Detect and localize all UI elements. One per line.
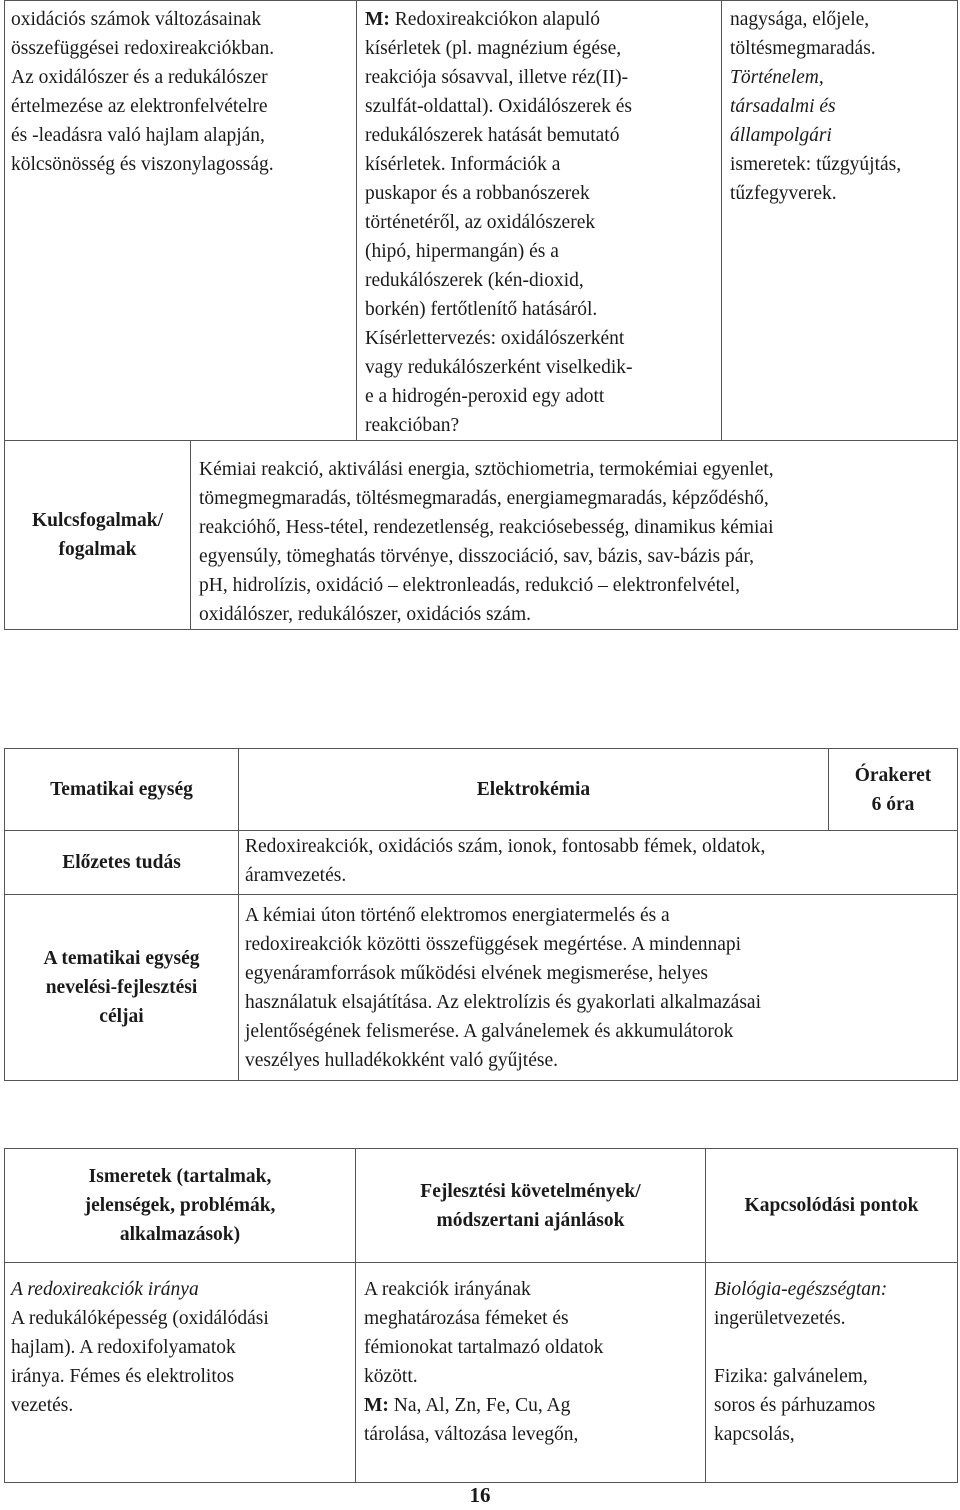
header-knowledge: Ismeretek (tartalmak, jelenségek, problémák, alkalmazások)	[84, 1166, 276, 1245]
spacer	[714, 1333, 951, 1362]
unit-header-table	[4, 748, 958, 1081]
requirements-cell	[356, 1263, 706, 1483]
hours-cell	[829, 749, 958, 831]
biology-topic: ingerületvezetés.	[714, 1308, 846, 1329]
experiments-body: Na, Al, Zn, Fe, Cu, Ag tárolása, változása levegőn,	[364, 1395, 579, 1445]
prior-knowledge-label: Előzetes tudás	[62, 852, 181, 873]
goals-cell	[239, 895, 958, 1081]
key-concepts-label: Kulcsfogalmak/ fogalmak	[31, 510, 164, 560]
header-requirements-cell	[356, 1149, 706, 1263]
content-table	[4, 1148, 958, 1483]
physics-text: Fizika: galvánelem, soros és párhuzamos kapcsolás,	[714, 1366, 876, 1445]
prior-knowledge-label-cell	[5, 831, 239, 895]
connections-text-a: nagysága, előjele, töltésmegmaradás.	[730, 9, 876, 59]
m-prefix: M:	[364, 1395, 389, 1416]
header-connections: Kapcsolódási pontok	[744, 1195, 919, 1216]
experiments-text	[364, 1391, 699, 1449]
unit-label-cell	[5, 749, 239, 831]
requirements-text: A reakciók irányának meghatározása fémeket és fémionokat tartalmazó oldatok között.	[364, 1279, 604, 1387]
content-table-continued	[4, 0, 958, 630]
goals-text: A kémiai úton történő elektromos energiatermelés és a redoxireakciók közötti összefüggések megértése. A mindennapi egyenáramforrások működési elvének megismerése, helyes használatuk elsajátítása. Az elektrolízis és gyakorlati alkalmazásai jelentőségének felismerése. A galvánelemek és akkumulátorok veszélyes hulladékokként való gyűjtése.	[245, 905, 761, 1071]
topic-title: A redoxireakciók iránya	[11, 1279, 199, 1300]
unit-label: Tematikai egység	[50, 779, 193, 800]
connections-subject-italic: Történelem, társadalmi és állampolgári	[730, 67, 836, 146]
knowledge-text: oxidációs számok változásainak összefüggései redoxireakciókban. Az oxidálószer és a redukálószer értelmezése az elektronfelvételre és -leadásra való hajlam alapján, kölcsönösség és viszonylagosság.	[11, 9, 275, 175]
hours-value: 6 óra	[871, 793, 915, 815]
header-requirements: Fejlesztési követelmények/ módszertani ajánlások	[420, 1180, 641, 1231]
connections-text-b: ismeretek: tűzgyújtás, tűzfegyverek.	[730, 154, 902, 204]
connections-cell	[722, 1, 958, 441]
knowledge-cell	[5, 1, 357, 441]
knowledge-text: A redukálóképesség (oxidálódási hajlam). A redoxifolyamatok iránya. Fémes és elektrolitos vezetés.	[11, 1308, 269, 1416]
m-prefix: M:	[365, 9, 390, 30]
biology-subject: Biológia-egészségtan:	[714, 1279, 888, 1300]
header-knowledge-cell	[5, 1149, 356, 1263]
knowledge-cell	[5, 1263, 356, 1483]
prior-knowledge-text: Redoxireakciók, oxidációs szám, ionok, fontosabb fémek, oldatok, áramvezetés.	[245, 836, 766, 886]
unit-title-cell	[239, 749, 829, 831]
requirements-text	[365, 5, 715, 440]
requirements-cell	[357, 1, 722, 441]
goals-label: A tematikai egység nevelési-fejlesztési céljai	[43, 948, 200, 1027]
unit-title: Elektrokémia	[476, 779, 591, 800]
key-concepts-label-cell	[5, 441, 191, 630]
prior-knowledge-cell	[239, 831, 958, 895]
header-connections-cell	[706, 1149, 958, 1263]
key-concepts-text: Kémiai reakció, aktiválási energia, sztöchiometria, termokémiai egyenlet, tömegmegmaradás, töltésmegmaradás, energiamegmaradás, képződéshő, reakcióhő, Hess-tétel, rendezetlenség, reakciósebesség, dinamikus kémiai egyensúly, tömeghatás törvénye, disszociáció, sav, bázis, sav-bázis pár, pH, hidrolízis, oxidáció – elektronleadás, redukció – elektronfelvétel, oxidálószer, redukálószer, oxidációs szám.	[199, 459, 774, 625]
goals-label-cell	[5, 895, 239, 1081]
page-number: 16	[469, 1483, 491, 1507]
key-concepts-cell	[191, 441, 958, 630]
connections-cell	[706, 1263, 958, 1483]
hours-label: Órakeret	[854, 764, 932, 786]
requirements-body: Redoxireakciókon alapuló kísérletek (pl. magnézium égése, reakciója sósavval, illetve réz(II)- szulfát-oldattal). Oxidálószerek és redukálószerek hatását bemutató kísérletek. Információk a puskapor és a robbanószerek történetéről, az oxidálószerek (hipó, hipermangán) és a redukálószerek (kén-dioxid, borkén) fertőtlenítő hatásáról. Kísérlettervezés: oxidálószerként vagy redukálószerként viselkedik- e a hidrogén-peroxid egy adott reakcióban?	[365, 9, 633, 436]
